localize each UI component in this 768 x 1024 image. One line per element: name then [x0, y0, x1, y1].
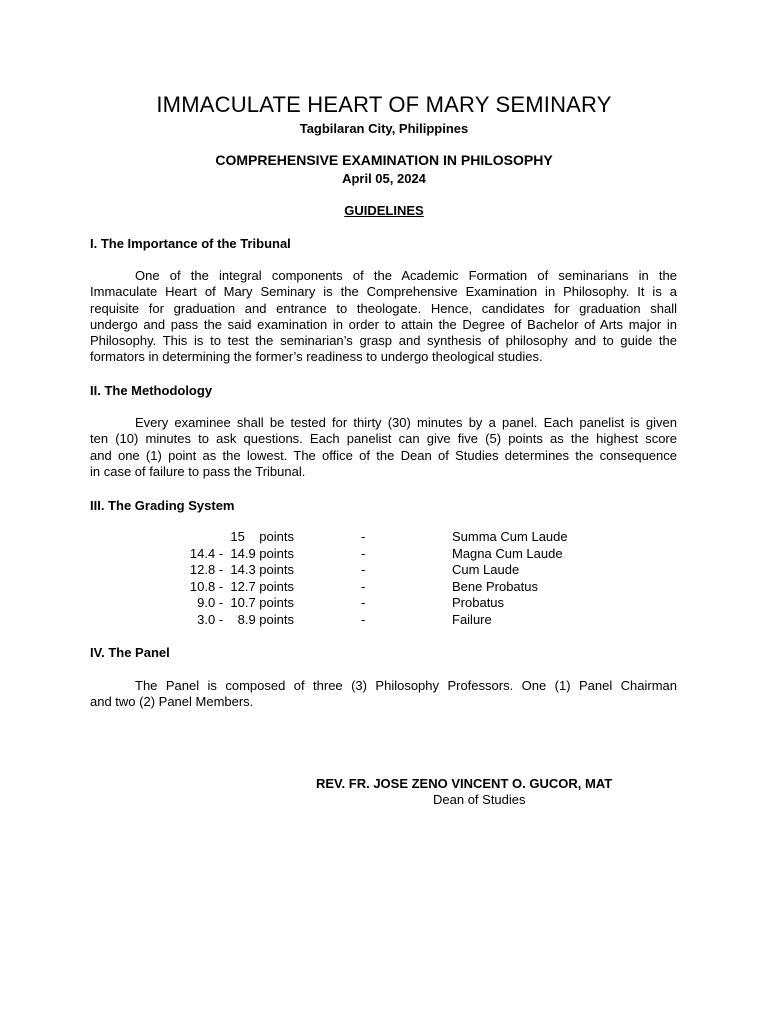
- grade-dash: -: [361, 545, 366, 561]
- paragraph-line: Every examinee shall be tested for thirty (30) minutes by a panel. Each panelist is given: [135, 415, 677, 430]
- grade-range: 9.0 - 10.7 points: [197, 595, 294, 610]
- grade-row: [0, 546, 768, 563]
- grade-row: [0, 562, 768, 579]
- paragraph-line: in case of failure to pass the Tribunal.: [90, 463, 306, 479]
- section-paragraph-importance: [90, 268, 677, 366]
- paragraph-line: Philosophy. This is to test the seminarian’s grasp and synthesis of philosophy and to guide the: [90, 333, 677, 349]
- grade-range: 14.4 - 14.9 points: [189, 545, 294, 561]
- exam-title: COMPREHENSIVE EXAMINATION IN PHILOSOPHY: [215, 152, 553, 168]
- grade-label: Magna Cum Laude: [452, 545, 563, 561]
- paragraph-line: The Panel is composed of three (3) Philosophy Professors. One (1) Panel Chairman: [135, 678, 677, 693]
- grade-row: [0, 529, 768, 546]
- grade-range: 12.8 - 14.3 points: [189, 562, 294, 577]
- grade-range: 15 points: [230, 529, 294, 544]
- signatory-name: REV. FR. JOSE ZENO VINCENT O. GUCOR, MAT: [316, 776, 613, 791]
- grade-label: Failure: [452, 611, 492, 627]
- grade-row: [0, 579, 768, 596]
- guidelines-heading: GUIDELINES: [344, 203, 424, 218]
- paragraph-line: One of the integral components of the Academic Formation of seminarians in the: [135, 268, 677, 283]
- section-heading-importance: I. The Importance of the Tribunal: [90, 236, 291, 251]
- grade-range: 3.0 - 8.9 points: [197, 611, 294, 627]
- grade-label: Probatus: [452, 595, 505, 610]
- grade-row: [0, 612, 768, 629]
- paragraph-line: formators in determining the former’s readiness to undergo theological studies.: [90, 349, 543, 365]
- institution-location: Tagbilaran City, Philippines: [299, 121, 469, 136]
- paragraph-line: requisite for graduation and entrance to theologate. Hence, candidates for graduation shall: [90, 300, 677, 316]
- paragraph-line: undergo and pass the said examination in order to attain the Degree of Bachelor of Arts major in: [90, 316, 677, 332]
- grade-dash: -: [361, 562, 366, 577]
- grade-label: Cum Laude: [452, 562, 520, 577]
- paragraph-line: and one (1) point as the lowest. The office of the Dean of Studies determines the consequence: [90, 447, 677, 463]
- grade-range: 10.8 - 12.7 points: [189, 578, 294, 594]
- exam-date: April 05, 2024: [342, 171, 426, 186]
- grade-label: Summa Cum Laude: [452, 529, 568, 544]
- grade-dash: -: [361, 529, 366, 544]
- section-paragraph-methodology: [90, 415, 677, 480]
- section-heading-grading: III. The Grading System: [90, 498, 235, 513]
- section-paragraph-panel: [90, 678, 677, 711]
- signatory-title: Dean of Studies: [433, 792, 526, 807]
- grade-row: [0, 595, 768, 612]
- section-heading-methodology: II. The Methodology: [90, 383, 213, 398]
- section-heading-panel: IV. The Panel: [90, 645, 170, 660]
- institution-name: IMMACULATE HEART OF MARY SEMINARY: [156, 92, 612, 117]
- grade-label: Bene Probatus: [452, 578, 539, 594]
- grade-dash: -: [361, 578, 366, 594]
- grade-dash: -: [361, 595, 366, 610]
- grade-dash: -: [361, 611, 366, 627]
- paragraph-line: Immaculate Heart of Mary Seminary is the Comprehensive Examination in Philosophy. It is a: [90, 284, 677, 300]
- paragraph-line: and two (2) Panel Members.: [90, 694, 254, 710]
- paragraph-line: ten (10) minutes to ask questions. Each panelist can give five (5) points as the highest score: [90, 431, 677, 447]
